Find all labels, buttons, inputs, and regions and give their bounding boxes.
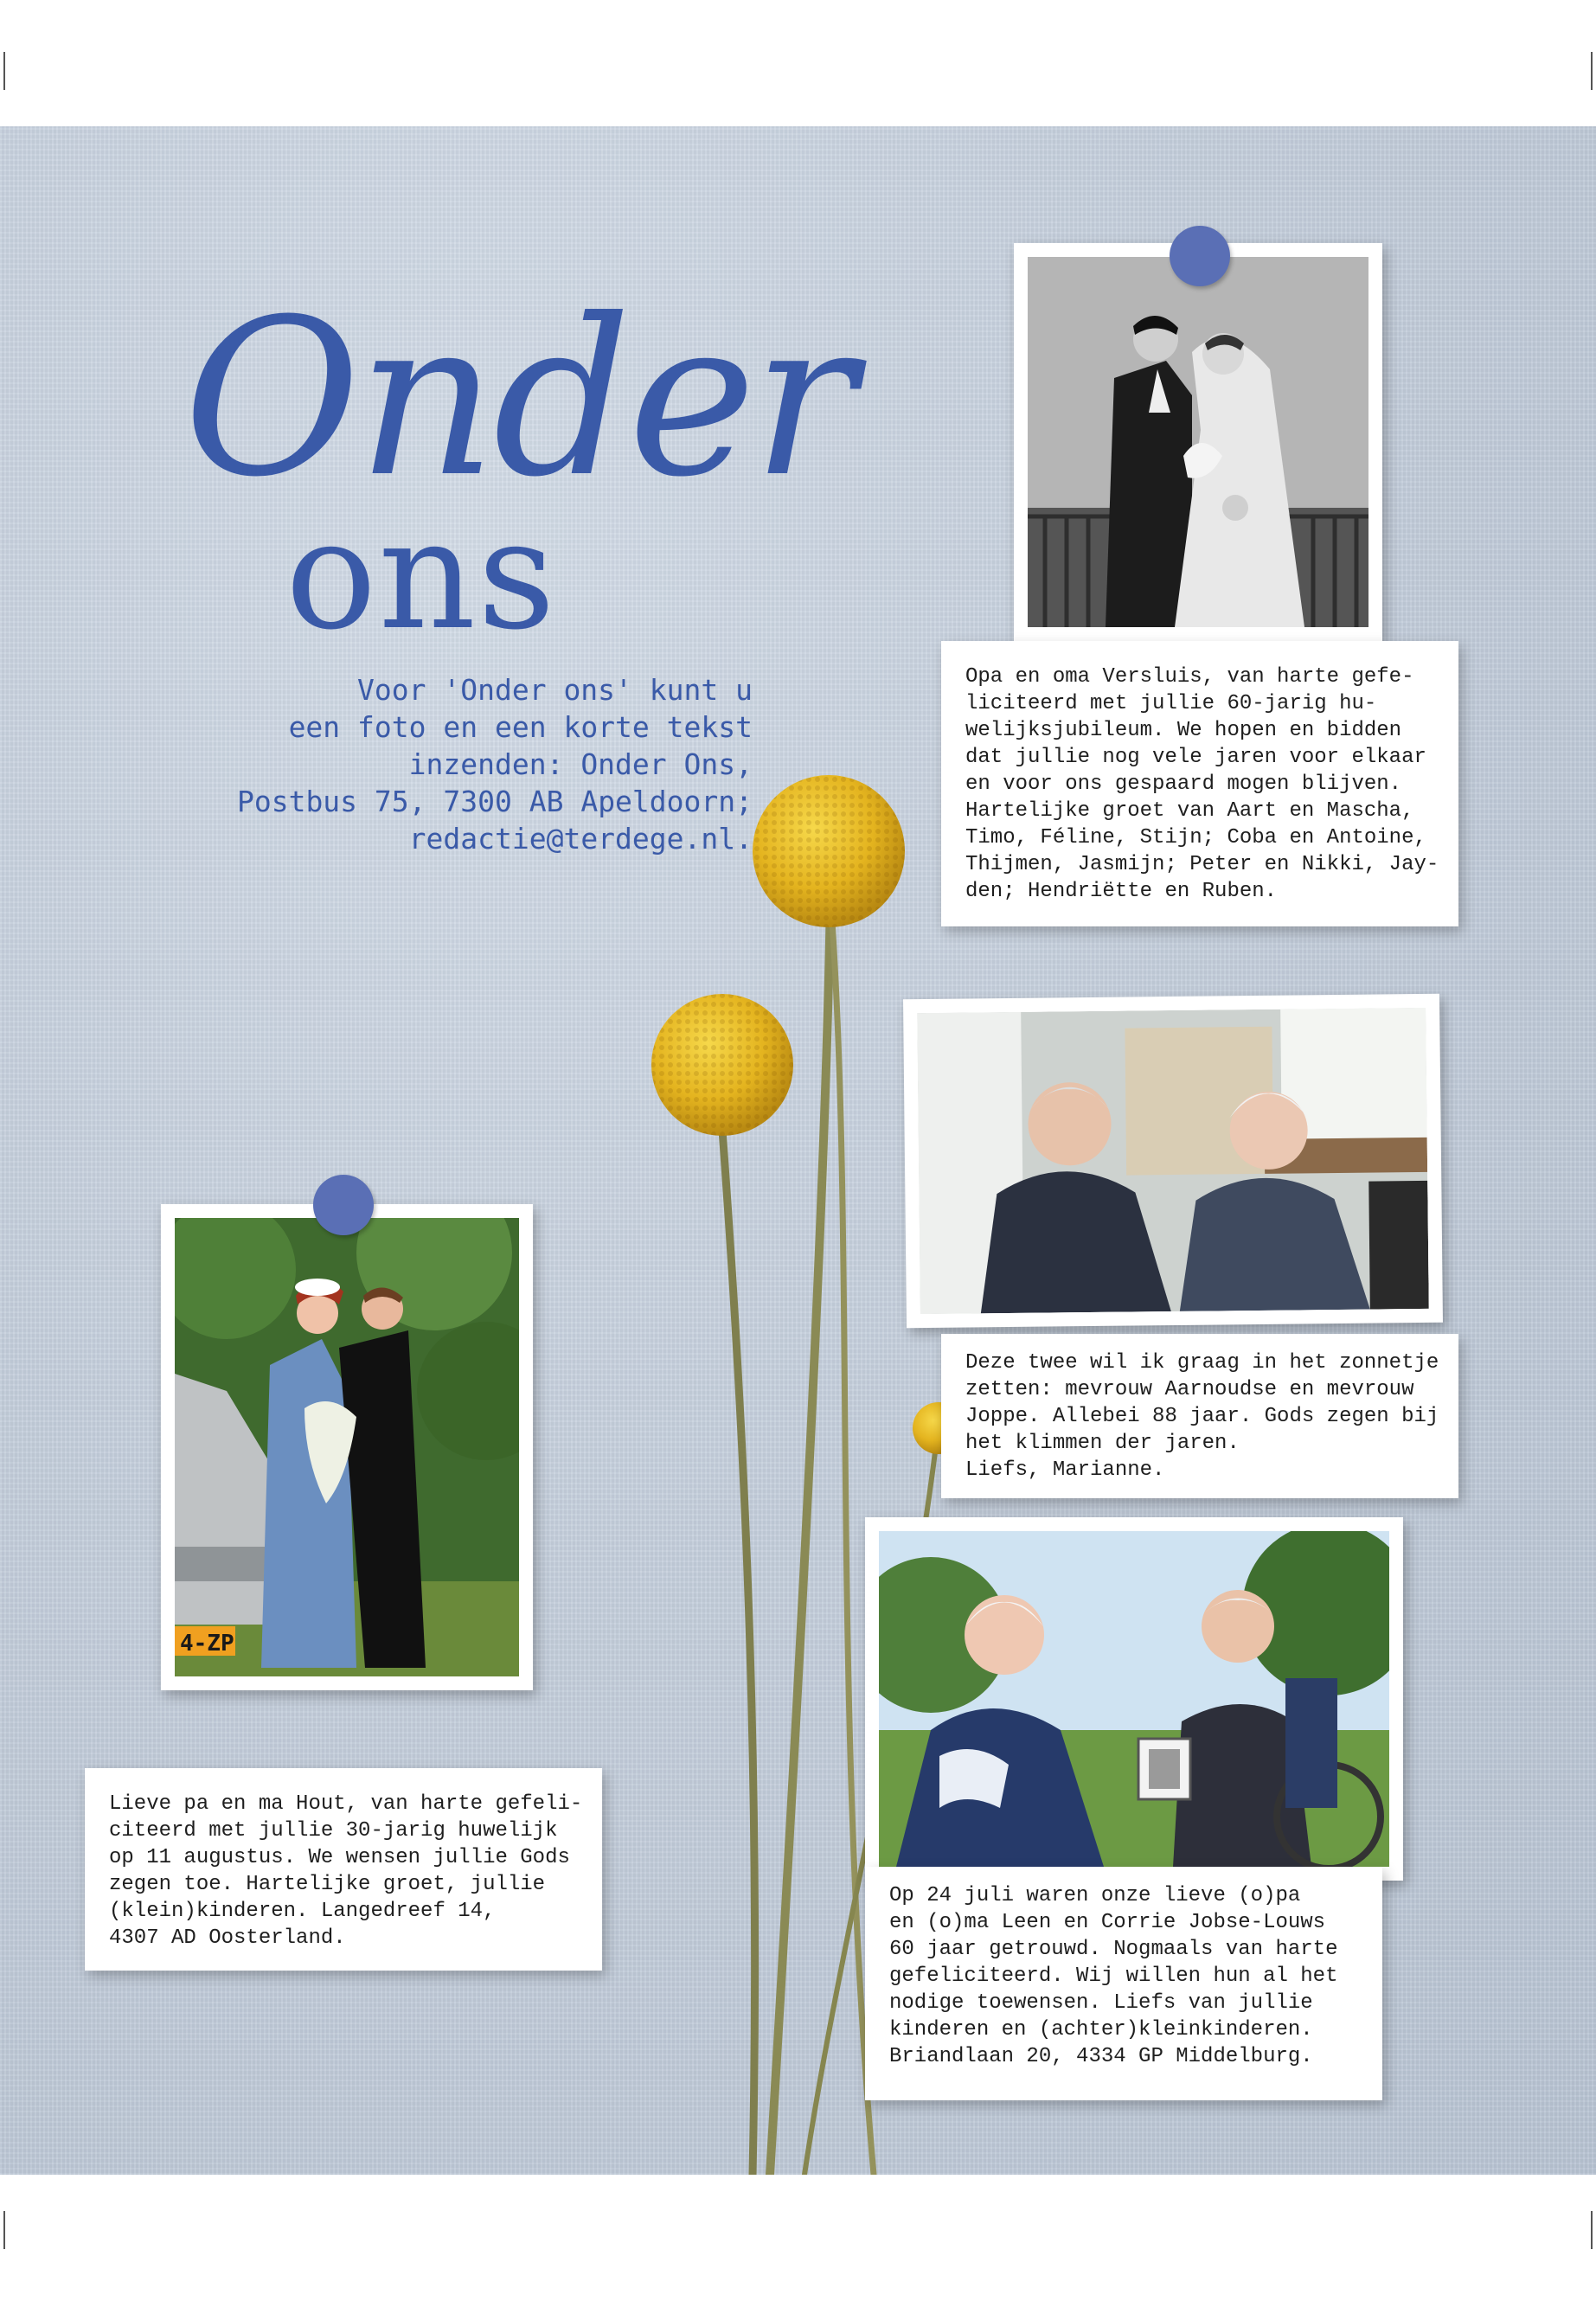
caption-hout (85, 1768, 602, 1971)
intro-line: een foto en een korte tekst (288, 710, 753, 744)
intro-line: Voor 'Onder ons' kunt u (357, 673, 753, 707)
caption-line: (klein)kinderen. Langedreef 14, (109, 1900, 496, 1923)
caption-line: zetten: mevrouw Aarnoudse en mevrouw (965, 1378, 1414, 1401)
caption-line: welijksjubileum. We hopen en bidden (965, 719, 1402, 742)
caption-line: Hartelijke groet van Aart en Mascha, (965, 799, 1414, 823)
caption-jobse-louws (865, 1867, 1382, 2100)
stem-2 (722, 1130, 755, 2175)
caption-line: Opa en oma Versluis, van harte gefe- (965, 665, 1414, 689)
caption-aarnoudse-joppe (941, 1334, 1458, 1498)
intro-email[interactable]: redactie@terdege.nl. (408, 822, 753, 856)
caption-line: dat jullie nog vele jaren voor elkaar (965, 746, 1426, 769)
caption-line: zegen toe. Hartelijke groet, jullie (109, 1873, 546, 1896)
caption-line: kinderen en (achter)kleinkinderen. (889, 2018, 1313, 2041)
caption-line: en voor ons gespaard mogen blijven. (965, 772, 1402, 796)
caption-line: Op 24 juli waren onze lieve (o)pa (889, 1884, 1301, 1907)
caption-line: Timo, Féline, Stijn; Coba en Antoine, (965, 826, 1426, 849)
caption-line: den; Hendriëtte en Ruben. (965, 880, 1278, 903)
caption-line: Liefs, Marianne. (965, 1458, 1165, 1482)
pin-icon (313, 1175, 374, 1235)
caption-line: het klimmen der jaren. (965, 1432, 1240, 1455)
caption-line: 4307 AD Oosterland. (109, 1926, 346, 1950)
license-plate-text: 4-ZP (180, 1631, 234, 1657)
caption-line: Thijmen, Jasmijn; Peter en Nikki, Jay- (965, 853, 1439, 876)
caption-line: liciteerd met jullie 60-jarig hu- (965, 692, 1377, 715)
caption-line: Deze twee wil ik graag in het zonnetje (965, 1351, 1439, 1375)
caption-line: gefeliciteerd. Wij willen hun al het (889, 1965, 1338, 1988)
two-women-photo (917, 1008, 1429, 1314)
crop-mark-bottom-right (1591, 2211, 1593, 2249)
page-title-subline: ons (285, 488, 557, 663)
caption-line: en (o)ma Leen en Corrie Jobse-Louws (889, 1911, 1326, 1934)
photo-jobse-louws (865, 1517, 1403, 1881)
intro-line: inzenden: Onder Ons, (408, 747, 753, 781)
wedding-photo-bw (1028, 257, 1368, 627)
caption-versluis (941, 641, 1458, 926)
intro-line: Postbus 75, 7300 AB Apeldoorn; (236, 785, 753, 818)
photo-hout-wedding (161, 1204, 533, 1690)
caption-line: Lieve pa en ma Hout, van harte gefeli- (109, 1792, 583, 1816)
caption-line: nodige toewensen. Liefs van jullie (889, 1991, 1313, 2015)
pin-icon (1170, 226, 1230, 286)
page-spread (0, 126, 1596, 2175)
caption-line: citeerd met jullie 30-jarig huwelijk (109, 1819, 558, 1843)
caption-line: op 11 augustus. We wensen jullie Gods (109, 1846, 570, 1869)
crop-mark-top-left (3, 52, 5, 90)
wedding-photo-color (175, 1218, 519, 1676)
page-title: Onder (183, 272, 853, 524)
elderly-couple-photo (879, 1531, 1389, 1867)
caption-line: 60 jaar getrouwd. Nogmaals van harte (889, 1938, 1338, 1961)
photo-versluis-wedding (1014, 243, 1382, 641)
submission-intro (156, 671, 753, 857)
crop-mark-top-right (1591, 52, 1593, 90)
crop-mark-bottom-left (3, 2211, 5, 2249)
photo-aarnoudse-joppe (903, 994, 1443, 1328)
caption-line: Briandlaan 20, 4334 GP Middelburg. (889, 2045, 1313, 2068)
caption-line: Joppe. Allebei 88 jaar. Gods zegen bij (965, 1405, 1439, 1428)
